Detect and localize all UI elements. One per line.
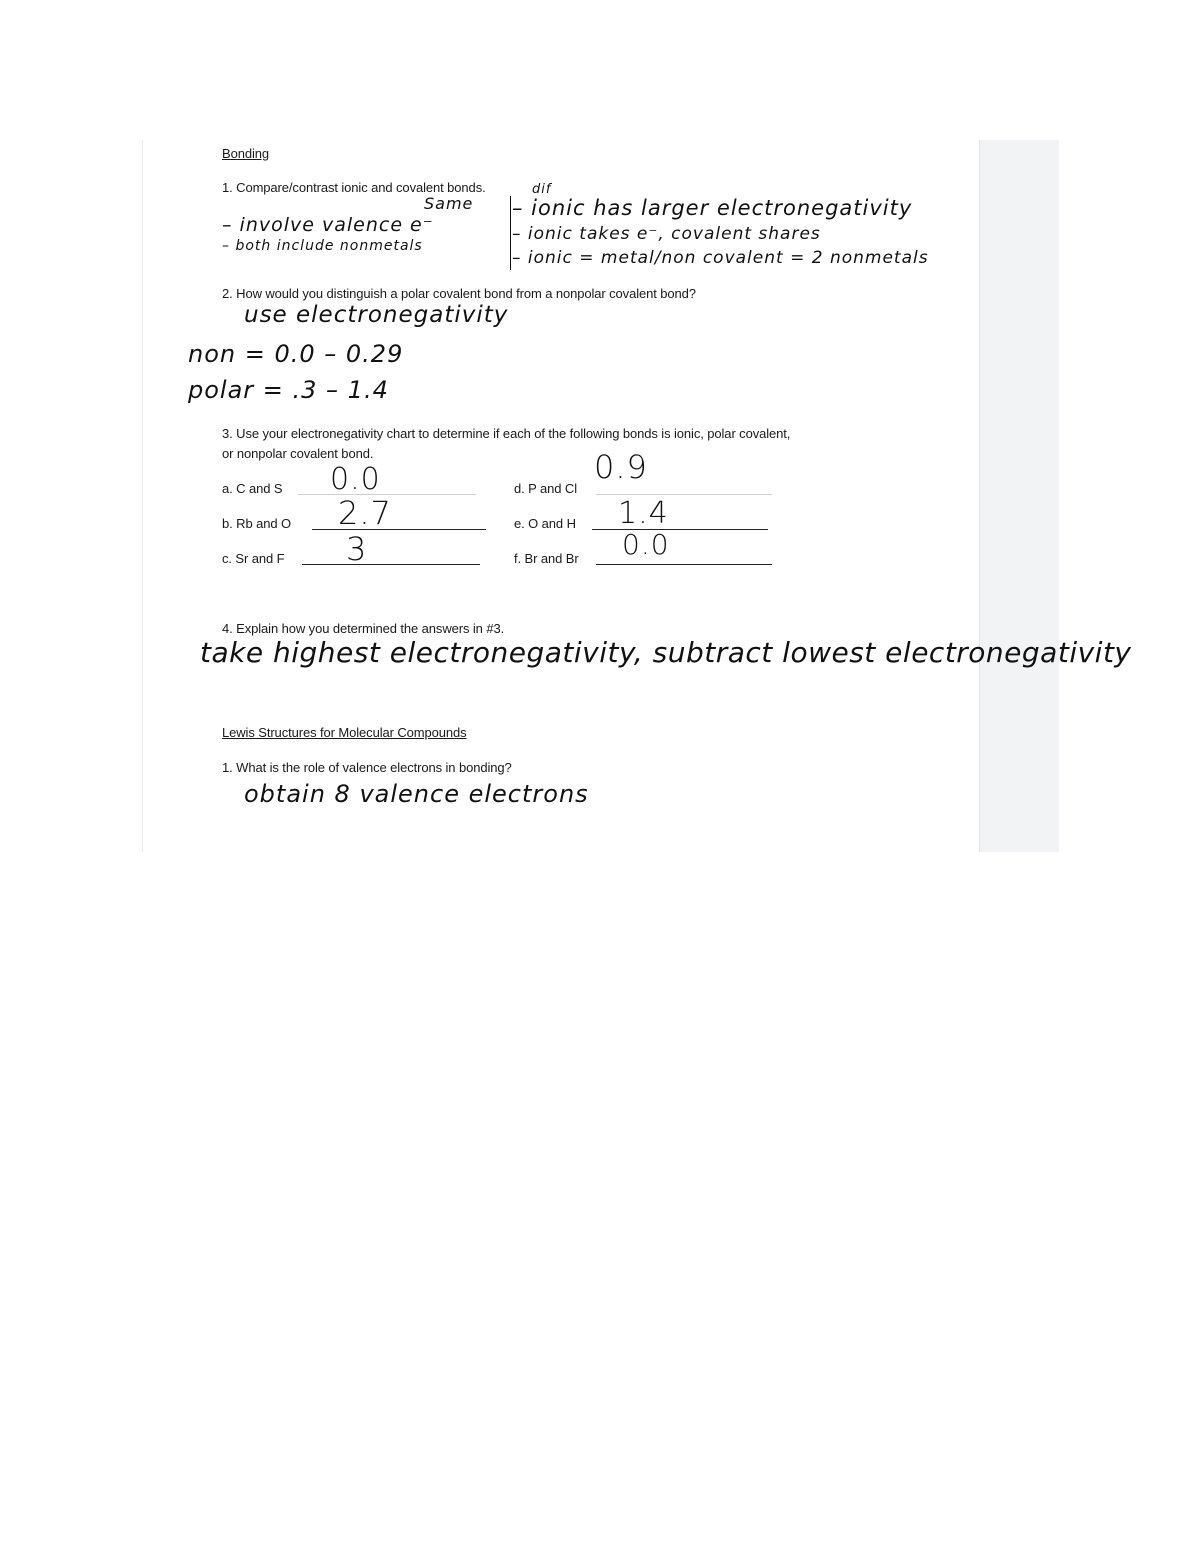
handwritten-lewis-answer: obtain 8 valence electrons (244, 780, 589, 808)
handwritten-same-1: – involve valence e⁻ (222, 214, 434, 236)
handwritten-same-label: Same (424, 194, 474, 213)
handwritten-diff-1: – ionic has larger electronegativity (512, 196, 913, 220)
question-1: 1. Compare/contrast ionic and covalent bonds. (222, 180, 486, 195)
handwritten-same-2: – both include nonmetals (222, 238, 423, 254)
q3-item-b: b. Rb and O (222, 516, 291, 531)
q3-item-c: c. Sr and F (222, 551, 285, 566)
question-4: 4. Explain how you determined the answers in #3. (222, 621, 505, 636)
handwritten-q3-f: 0.0 (622, 528, 670, 561)
question-3-line-1: 3. Use your electronegativity chart to determine if each of the following bonds is ionic, polar covalent, (222, 426, 791, 441)
q3-item-e: e. O and H (514, 516, 576, 531)
q3-blank-d (596, 494, 772, 495)
q3-blank-f (596, 564, 772, 565)
handwritten-q2-nonpolar-range: non = 0.0 – 0.29 (188, 340, 404, 368)
question-3-line-2: or nonpolar covalent bond. (222, 446, 374, 461)
page-gutter (979, 140, 1059, 852)
q3-item-f: f. Br and Br (514, 551, 579, 566)
q3-blank-c (302, 564, 480, 565)
handwritten-q3-b: 2.7 (338, 494, 392, 532)
question-2: 2. How would you distinguish a polar covalent bond from a nonpolar covalent bond? (222, 286, 696, 301)
handwritten-diff-2: – ionic takes e⁻, covalent shares (512, 224, 821, 244)
q3-item-a: a. C and S (222, 481, 283, 496)
handwritten-q2-answer: use electronegativity (244, 302, 509, 328)
handwritten-divider (510, 196, 511, 270)
handwritten-q2-polar-range: polar = .3 – 1.4 (188, 376, 389, 404)
handwritten-q3-c: 3 (346, 530, 368, 568)
handwritten-q3-e: 1.4 (618, 496, 669, 531)
handwritten-q3-a: 0.0 (330, 462, 381, 497)
section-title-lewis: Lewis Structures for Molecular Compounds (222, 725, 467, 740)
lewis-question-1: 1. What is the role of valence electrons in bonding? (222, 760, 512, 775)
section-title-bonding: Bonding (222, 146, 270, 161)
handwritten-q3-d: 0.9 (594, 448, 648, 486)
q3-item-d: d. P and Cl (514, 481, 577, 496)
handwritten-dif-label: dif (532, 182, 552, 197)
handwritten-diff-3: – ionic = metal/non covalent = 2 nonmetals (512, 248, 929, 268)
handwritten-q4-answer: take highest electronegativity, subtract lowest electronegativity (200, 636, 1132, 669)
